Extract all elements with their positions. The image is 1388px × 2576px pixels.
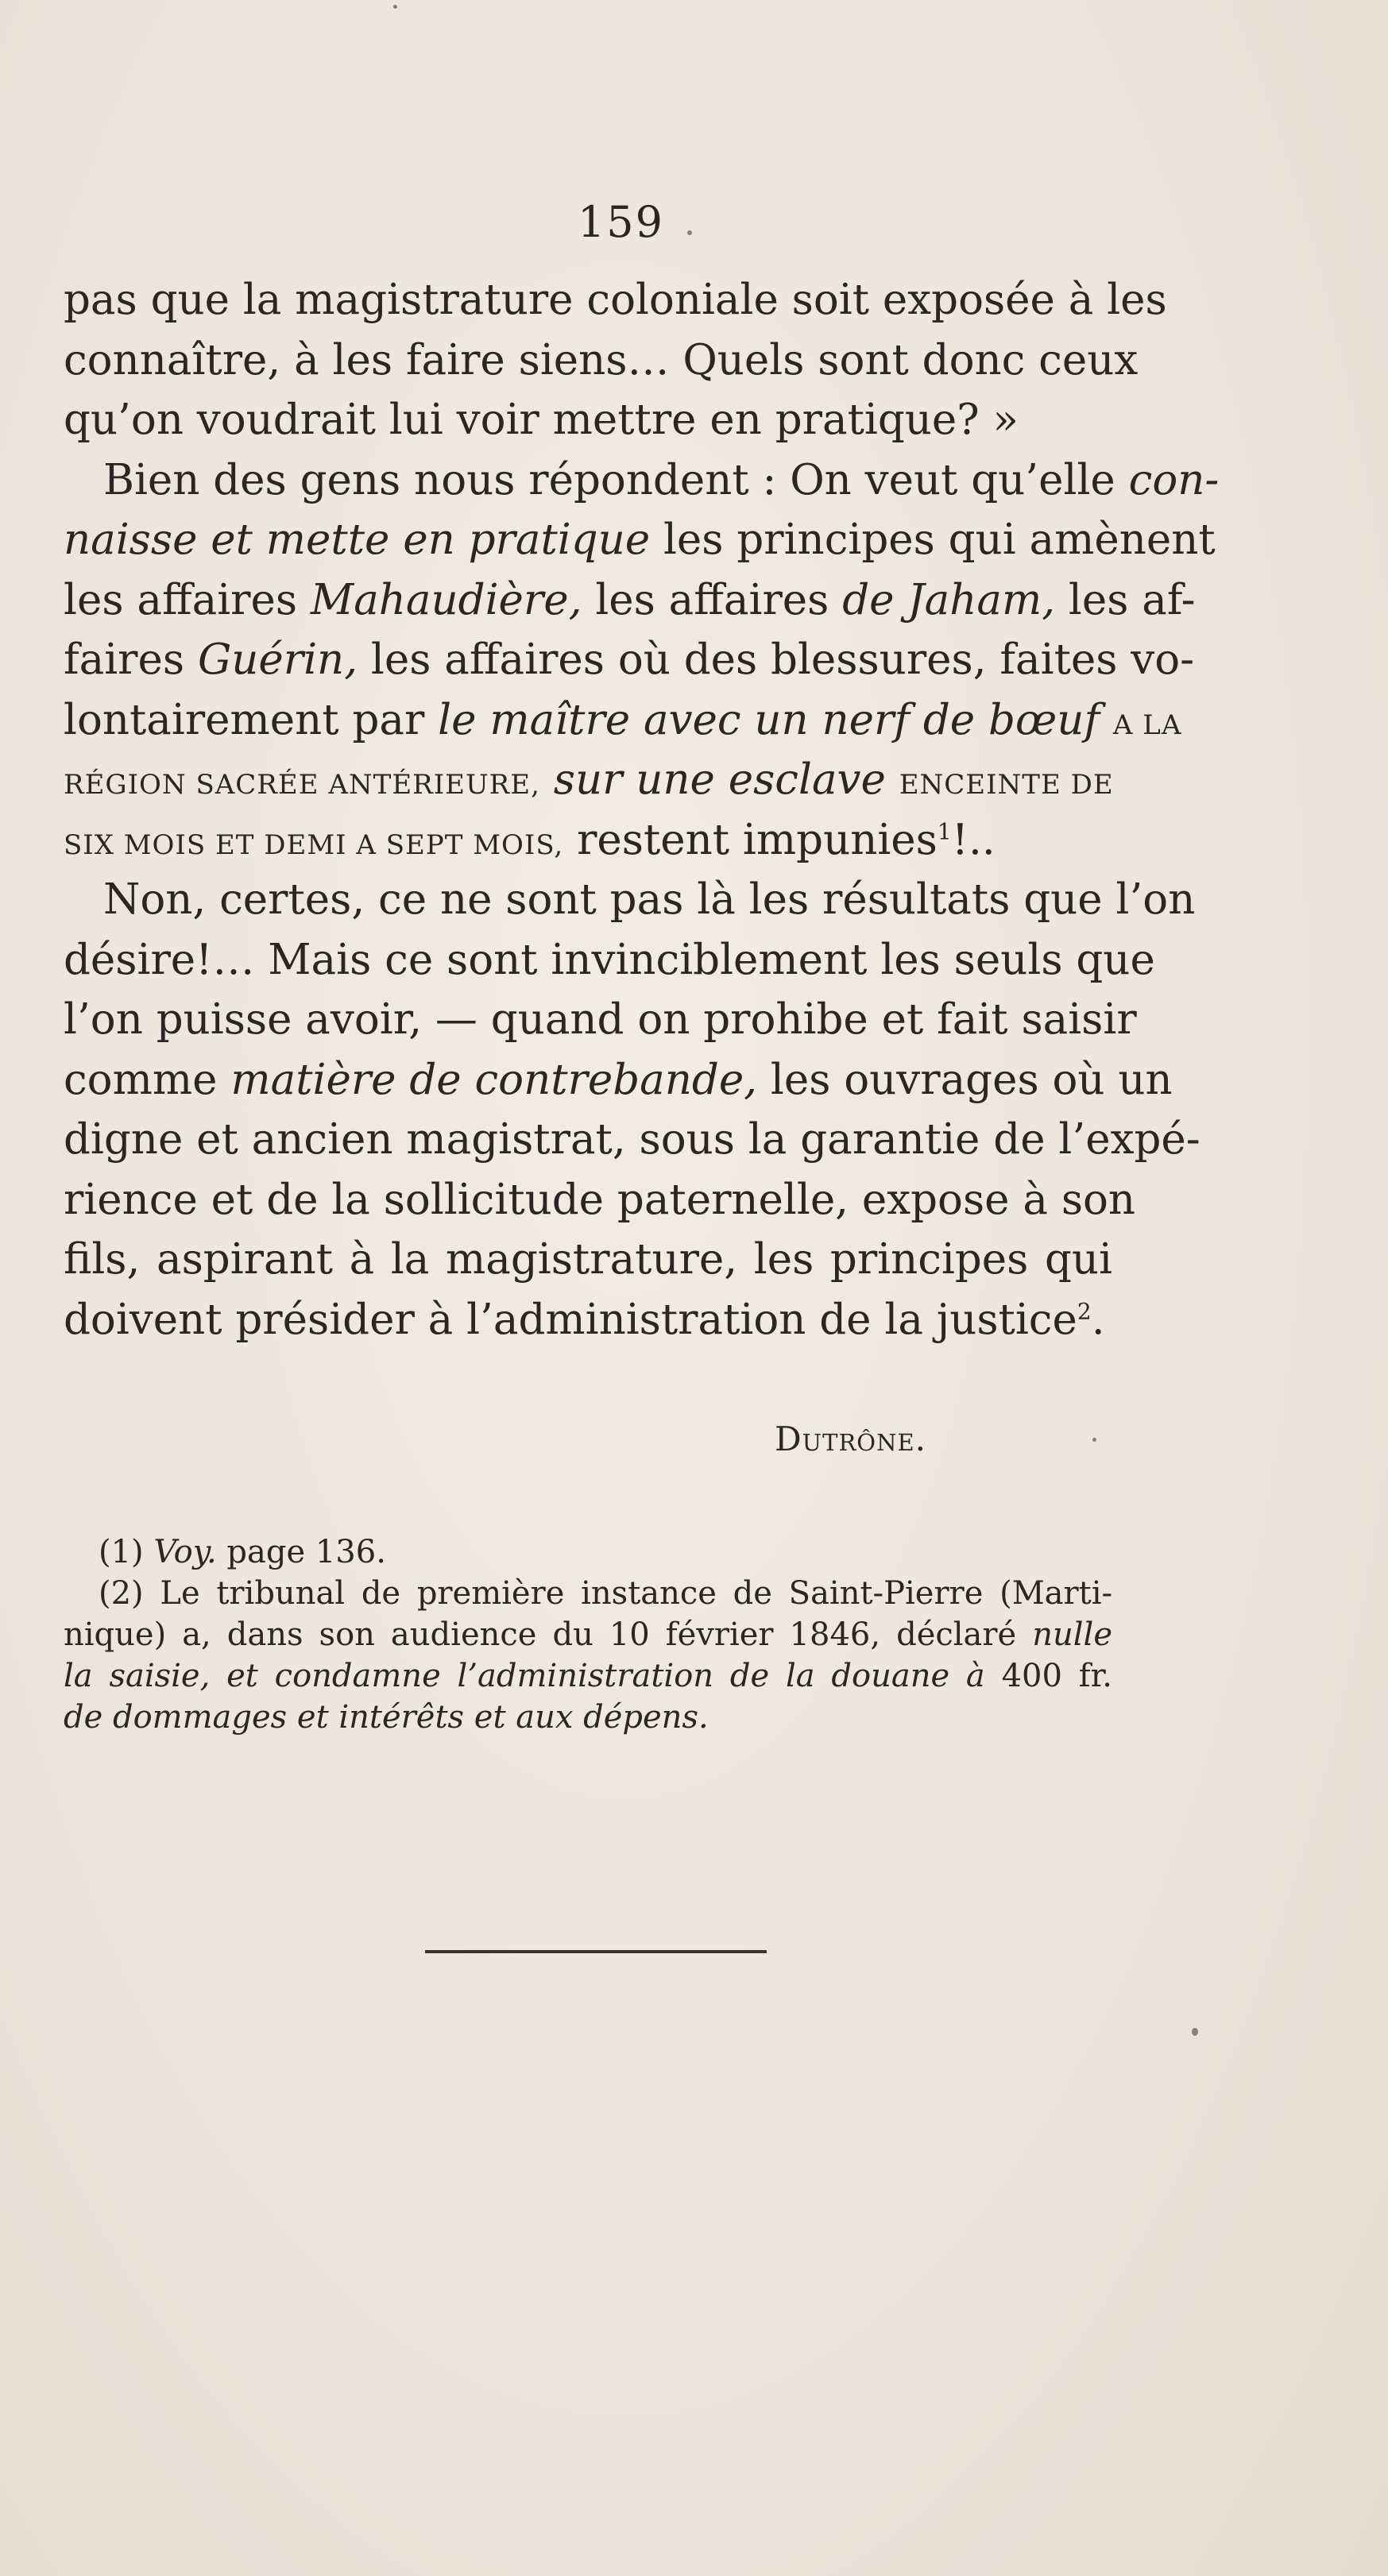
small-caps-span: RÉGION SACRÉE ANTÉRIEURE, [64,769,540,801]
small-caps-span: A LA [1112,709,1182,741]
text-span: l’on puisse avoir, — quand on prohibe et fait saisir [64,995,1137,1044]
italic-span: nulle [1032,1616,1112,1653]
text-span: 400 fr. [1001,1658,1113,1694]
text-span: page 136. [226,1534,386,1570]
text-line [64,630,1195,690]
text-line [64,870,1196,930]
text-span: lontairement par [64,695,425,744]
text-line [64,990,1137,1050]
text-span: comme [64,1055,218,1104]
text-span: les ouvrages où un [770,1055,1173,1104]
text-span: Non, certes, ce ne sont pas là les résultats que l’on [103,875,1196,924]
text-line [64,570,1196,631]
text-line [64,750,1112,810]
text-span: doivent présider à l’administration de la justice [64,1295,1077,1344]
text-span: les principes qui amènent [663,516,1216,564]
italic-span: de Jaham, [842,575,1056,624]
text-span: rience et de la sollicitude paternelle, expose à son [64,1175,1136,1224]
text-span: qu’on voudrait lui voir mettre en pratique? » [64,396,1019,444]
body-text [64,270,1220,1350]
text-line [64,1290,1112,1350]
text-span: désire!… Mais ce sont invinciblement les seuls que [64,935,1155,984]
text-line [64,390,1112,450]
italic-span: sur une esclave [553,755,886,804]
text-span: !.. [951,815,996,864]
text-line [64,1050,1173,1110]
text-line [64,930,1155,991]
footnotes [64,1531,1112,1738]
footnote-line [64,1614,1112,1655]
text-line [64,1230,1112,1290]
italic-span: naisse et mette en pratique [64,516,651,564]
paper-speck [1092,1438,1096,1442]
text-span: . [1091,1295,1105,1344]
footnote-ref: 1 [937,817,952,844]
footnote-line [64,1697,1112,1738]
italic-span: Voy. [153,1534,217,1570]
text-span: les affaires [595,575,829,624]
text-line [64,510,1216,570]
italic-span: matière de contrebande, [230,1055,758,1104]
italic-span: le maître avec un nerf de bœuf [438,695,1100,744]
text-span: (2) Le tribunal de première instance de Saint-Pierre (Marti- [99,1575,1112,1612]
text-span: (1) [99,1534,144,1570]
text-span: les affaires [64,575,298,624]
footnote-line [64,1573,1112,1614]
signature-text: Dutrône. [775,1419,926,1458]
paper-speck [393,5,397,9]
text-span: faires [64,635,185,684]
italic-span: Mahaudière, [310,575,582,624]
paper-speck [687,230,692,235]
text-line [64,690,1182,751]
text-span: les af- [1068,575,1196,624]
italic-span: Guérin, [197,635,358,684]
text-line [64,450,1220,511]
text-span: les affaires où des blessures, faites vo- [370,635,1195,684]
text-line [64,270,1167,330]
text-line [64,330,1139,391]
paper-speck [1192,2028,1198,2036]
text-line [64,1170,1136,1230]
end-rule [425,1950,767,1953]
text-span: Bien des gens nous répondent : On veut qu’elle [103,455,1115,504]
text-span: nique) a, dans son audience du 10 février 1846, déclaré [64,1616,1017,1653]
text-span: restent impunies [577,815,938,864]
italic-span: con- [1128,455,1220,504]
text-span: digne et ancien magistrat, sous la garantie de l’expé- [64,1115,1200,1164]
text-span: fils, aspirant à la magistrature, les principes qui [64,1235,1112,1284]
text-line [64,810,1112,871]
small-caps-span: SIX MOIS ET DEMI A SEPT MOIS, [64,828,564,861]
small-caps-span: ENCEINTE DE [899,769,1114,801]
italic-span: la saisie, et condamne l’administration de la douane à [64,1658,985,1694]
italic-span: de dommages et intérêts et aux dépens. [64,1699,709,1736]
text-span: connaître, à les faire siens… Quels sont donc ceux [64,335,1139,384]
text-span: pas que la magistrature coloniale soit exposée à les [64,276,1167,324]
footnote-ref: 2 [1077,1297,1092,1324]
signature [775,1419,926,1458]
text-line [64,1110,1200,1170]
page-number: 159 [577,197,665,247]
footnote-line [64,1531,1112,1573]
footnote-line [64,1655,1112,1697]
